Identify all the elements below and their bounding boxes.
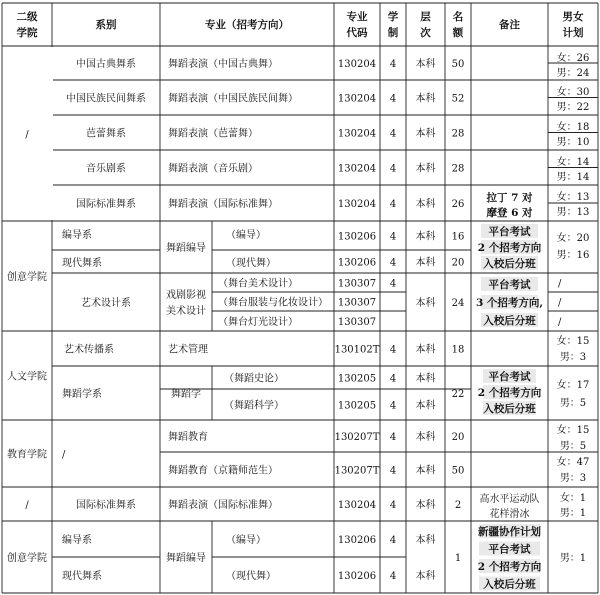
major-cell: 舞蹈学 [171, 389, 201, 400]
note-cell: 新疆协作计划 [478, 526, 541, 538]
male-plan: 男：24 [556, 68, 590, 79]
male-plan: 男：3 [559, 473, 587, 484]
level-cell: 本科 [415, 465, 436, 477]
direction-cell: （编导） [226, 230, 266, 241]
note-cell: 拉丁 7 对 [486, 192, 533, 204]
major-cell: 舞蹈编导 [166, 553, 206, 564]
male-plan: 男：22 [556, 102, 590, 113]
code-cell: 130204 [337, 59, 377, 70]
direction-cell: （现代舞） [226, 258, 276, 269]
dept-cell: 艺术设计系 [81, 298, 131, 309]
quota-cell: 24 [451, 298, 465, 309]
level-cell: 本科 [415, 571, 436, 582]
quota-cell: 18 [451, 344, 465, 356]
major-cell: 舞蹈表演（芭蕾舞） [168, 128, 258, 140]
code-cell: 130102T [334, 344, 380, 356]
male-plan: 男：5 [559, 398, 587, 409]
code-cell: 130204 [337, 163, 377, 175]
major-cell: 舞蹈编导 [166, 243, 206, 254]
years-cell: 4 [389, 257, 397, 269]
years-cell: 4 [389, 128, 397, 140]
header-dept: 系别 [95, 19, 117, 31]
dept-cell: 现代舞系 [62, 571, 102, 582]
major-cell: 舞蹈表演（中国古典舞） [168, 59, 278, 70]
major-cell: 美术设计 [166, 306, 206, 317]
level-cell: 本科 [415, 128, 436, 140]
dept-cell: 艺术传播系 [64, 344, 114, 356]
code-cell: 130207T [334, 432, 380, 443]
level-cell: 本科 [415, 432, 436, 443]
dept-cell: / [62, 449, 66, 461]
dept-cell: 国际标准舞系 [76, 500, 136, 511]
years-cell: 4 [389, 500, 397, 511]
male-plan: 男：1 [559, 508, 587, 519]
major-cell: 舞蹈表演（音乐剧） [168, 163, 258, 175]
dept-cell: 编导系 [62, 230, 92, 241]
header-gender: 计划 [562, 27, 584, 39]
quota-cell: 16 [451, 231, 465, 243]
gender-cell: / [558, 317, 562, 328]
code-cell: 130204 [337, 500, 377, 511]
code-cell: 130204 [337, 128, 377, 140]
note-cell: 高水平运动队 [479, 494, 540, 505]
note-cell: 2 个招考方向 [477, 561, 542, 573]
code-cell: 130307 [337, 278, 377, 290]
direction-cell: （编导） [226, 535, 266, 546]
level-cell: 本科 [415, 59, 436, 70]
college-cell: 创意学院 [7, 553, 47, 564]
female-plan: 女：14 [556, 157, 590, 168]
dept-cell: 舞蹈学系 [62, 389, 102, 400]
quota-cell: 26 [451, 199, 465, 210]
note-cell: 入校后分班 [483, 403, 536, 415]
note-cell: 摩登 6 对 [486, 207, 533, 219]
note-cell: 入校后分班 [483, 315, 536, 327]
level-cell: 本科 [415, 231, 436, 243]
female-plan: 女：20 [556, 233, 590, 244]
direction-cell: （舞蹈史论） [224, 373, 284, 385]
years-cell: 4 [389, 163, 397, 175]
direction-cell: （现代舞） [226, 571, 276, 582]
level-cell: 本科 [415, 93, 436, 105]
header-college: 学院 [16, 27, 38, 39]
level-cell: 本科 [415, 257, 436, 269]
level-cell: 本科 [415, 400, 436, 412]
major-cell: 舞蹈教育（京籍师范生） [168, 465, 278, 477]
years-cell: 4 [389, 571, 397, 582]
dept-cell: 编导系 [62, 535, 92, 546]
code-cell: 130204 [337, 93, 377, 105]
note-cell: 3 个招考方向, [475, 297, 544, 309]
direction-cell: （舞台美术设计） [218, 278, 298, 290]
male-plan: 男：5 [559, 441, 587, 452]
note-cell: 平台考试 [488, 226, 531, 238]
header-quota: 名 [452, 11, 464, 23]
male-plan: 男：3 [559, 352, 587, 363]
code-cell: 130307 [337, 297, 377, 309]
female-plan: 女：47 [556, 457, 590, 468]
female-plan: 女：17 [556, 380, 590, 391]
male-plan: 男：14 [556, 172, 590, 183]
years-cell: 4 [389, 59, 397, 70]
major-cell: 艺术管理 [168, 344, 208, 356]
college-cell: 人文学院 [7, 371, 47, 383]
note-cell: 平台考试 [488, 371, 531, 383]
years-cell: 4 [389, 432, 397, 443]
male-plan: 男：1 [559, 553, 587, 564]
dept-cell: 芭蕾舞系 [86, 128, 126, 140]
quota-cell: 52 [451, 93, 465, 105]
dept-cell: 中国民族民间舞系 [66, 93, 146, 105]
code-cell: 130206 [337, 231, 377, 243]
female-plan: 女：30 [556, 87, 590, 98]
direction-cell: （舞台服装与化妆设计） [218, 297, 328, 309]
code-cell: 130307 [337, 317, 377, 328]
dept-cell: 现代舞系 [62, 258, 102, 269]
years-cell: 4 [389, 93, 397, 105]
college-cell: / [25, 129, 29, 141]
college-cell: / [25, 500, 29, 511]
header-years: 制 [387, 27, 399, 39]
direction-cell: （舞台灯光设计） [218, 317, 298, 328]
header-college: 二级 [16, 11, 38, 23]
years-cell: 4 [389, 373, 397, 385]
header-years: 学 [387, 11, 399, 23]
code-cell: 130204 [337, 199, 377, 210]
years-cell: 4 [389, 199, 397, 210]
quota-cell: 50 [451, 59, 465, 70]
female-plan: 女：15 [556, 336, 590, 347]
code-cell: 130206 [337, 535, 377, 546]
major-cell: 舞蹈教育 [168, 432, 208, 443]
code-cell: 130205 [337, 373, 377, 385]
gender-cell: / [558, 297, 562, 309]
level-cell: 本科 [415, 163, 436, 175]
note-cell: 入校后分班 [483, 578, 536, 591]
dept-cell: 音乐剧系 [86, 163, 126, 175]
code-cell: 130207T [334, 465, 380, 477]
level-cell: 本科 [415, 535, 436, 546]
dept-cell: 国际标准舞系 [76, 199, 136, 210]
level-cell: 本科 [415, 199, 436, 210]
direction-cell: （舞蹈科学） [224, 400, 284, 412]
level-cell: 本科 [415, 500, 436, 511]
female-plan: 女：26 [556, 53, 590, 64]
header-quota: 额 [452, 27, 464, 39]
years-cell: 4 [389, 535, 397, 546]
level-cell: 本科 [415, 344, 436, 356]
years-cell: 4 [389, 231, 397, 243]
header-gender: 男女 [562, 11, 584, 23]
header-note: 备注 [499, 19, 520, 31]
gender-cell: / [558, 278, 562, 290]
male-plan: 男：13 [556, 207, 590, 218]
dept-cell: 中国古典舞系 [76, 59, 136, 70]
code-cell: 130205 [337, 400, 377, 412]
note-cell: 入校后分班 [483, 258, 536, 270]
header-level: 次 [420, 27, 431, 39]
code-cell: 130206 [337, 257, 377, 269]
female-plan: 女：18 [556, 122, 590, 133]
major-cell: 戏剧影视 [166, 290, 206, 301]
college-cell: 教育学院 [7, 449, 47, 461]
major-cell: 舞蹈表演（中国民族民间舞） [168, 93, 298, 105]
female-plan: 女：1 [559, 493, 587, 504]
note-cell: 花样滑冰 [489, 509, 530, 520]
quota-cell: 22 [451, 389, 465, 400]
quota-cell: 50 [451, 465, 465, 477]
quota-cell: 1 [454, 553, 462, 564]
header-code: 代码 [346, 27, 368, 39]
major-cell: 舞蹈表演（国际标准舞） [168, 199, 278, 210]
years-cell: 4 [389, 465, 397, 477]
header-major: 专业（招考方向） [205, 19, 289, 31]
level-cell: 本科 [415, 298, 436, 309]
note-cell: 平台考试 [488, 279, 531, 291]
quota-cell: 20 [451, 432, 465, 443]
quota-cell: 28 [451, 128, 465, 140]
male-plan: 男：16 [556, 250, 590, 261]
years-cell: 4 [389, 278, 397, 290]
years-cell: 4 [389, 344, 397, 356]
quota-cell: 2 [454, 500, 462, 511]
note-cell: 2 个招考方向 [477, 387, 542, 399]
college-cell: 创意学院 [7, 272, 47, 283]
female-plan: 女：15 [556, 425, 590, 436]
code-cell: 130206 [337, 571, 377, 582]
quota-cell: 20 [451, 257, 465, 269]
header-code: 专业 [346, 11, 368, 23]
female-plan: 女：13 [556, 192, 590, 203]
note-cell: 平台考试 [488, 543, 531, 556]
years-cell: 4 [389, 400, 397, 412]
level-cell: 本科 [415, 373, 436, 385]
header-level: 层 [420, 11, 431, 23]
male-plan: 男：10 [556, 137, 590, 148]
note-cell: 2 个招考方向 [477, 242, 542, 254]
major-cell: 舞蹈表演（国际标准舞） [168, 500, 278, 511]
quota-cell: 28 [451, 163, 465, 175]
